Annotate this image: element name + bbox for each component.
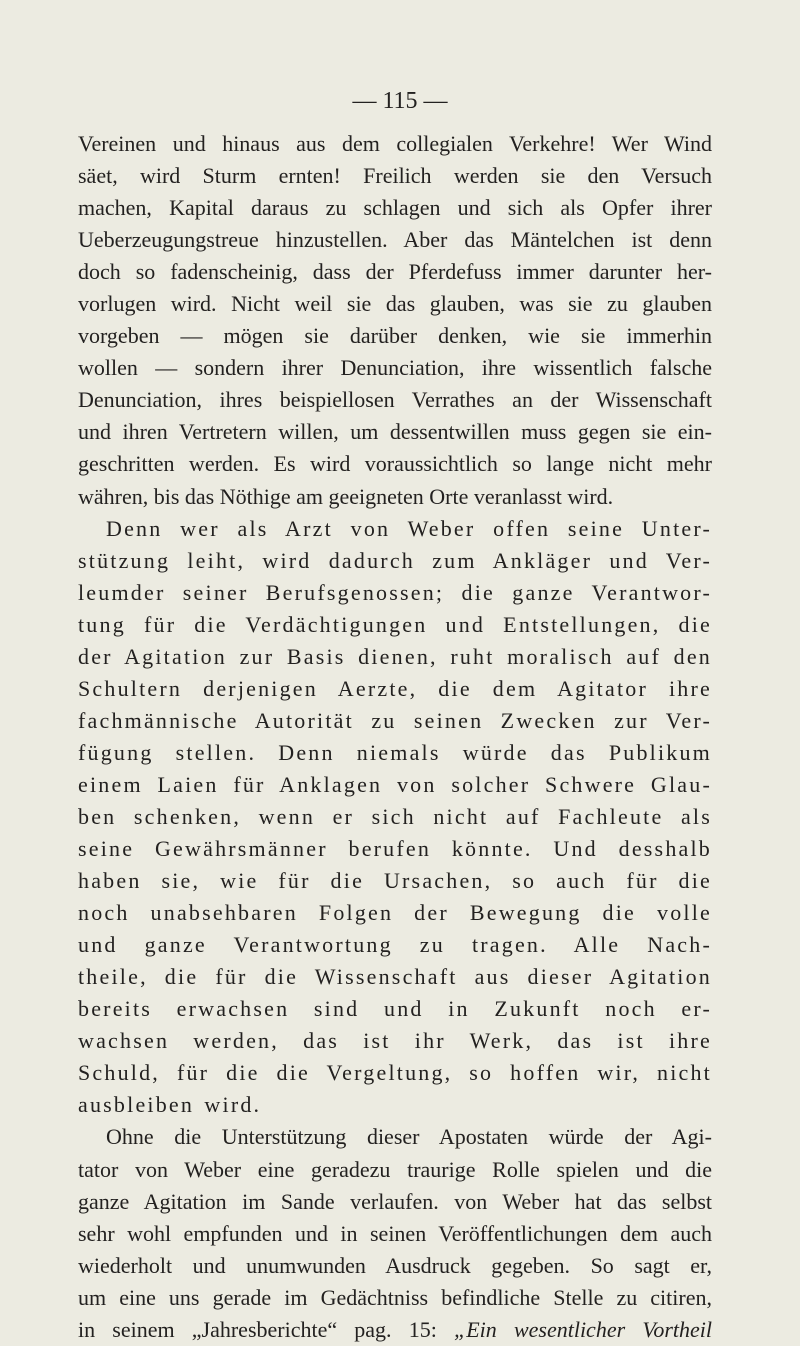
text-line: Denunciation, ihres beispiellosen Verrathes an der Wissenschaft: [78, 387, 712, 413]
final-line-italic: „Ein wesentlicher Vortheil: [454, 1316, 712, 1342]
paragraph-1: [78, 128, 712, 513]
text-line: und ihren Vertretern willen, um dessentwillen muss gegen sie ein-: [78, 419, 712, 445]
text-line: Schultern derjenigen Aerzte, die dem Agitator ihre: [78, 675, 712, 701]
text-line: säet, wird Sturm ernten! Freilich werden sie den Versuch: [78, 163, 712, 189]
text-line: tator von Weber eine geradezu traurige Rolle spielen und die: [78, 1156, 712, 1182]
text-line: Denn wer als Arzt von Weber offen seine Unter-: [106, 515, 712, 541]
paragraph-3: [78, 1121, 712, 1345]
text-line: bereits erwachsen sind und in Zukunft noch er-: [78, 996, 712, 1022]
text-line: Vereinen und hinaus aus dem collegialen Verkehre! Wer Wind: [78, 131, 712, 156]
text-line: und ganze Verantwortung zu tragen. Alle Nach-: [78, 932, 712, 958]
text-line: doch so fadenscheinig, dass der Pferdefuss immer darunter her-: [78, 259, 712, 285]
final-line-roman: in seinem „Jahresberichte“ pag. 15:: [78, 1316, 454, 1342]
text-line: theile, die für die Wissenschaft aus dieser Agitation: [78, 964, 712, 990]
text-line: um eine uns gerade im Gedächtniss befindliche Stelle zu citiren,: [78, 1284, 712, 1310]
text-line: wollen — sondern ihrer Denunciation, ihre wissentlich falsche: [78, 355, 712, 381]
text-line: stützung leiht, wird dadurch zum Ankläger und Ver-: [78, 547, 712, 573]
text-line: ganze Agitation im Sande verlaufen. von Weber hat das selbst: [78, 1188, 712, 1214]
text-line: währen, bis das Nöthige am geeigneten Orte veranlasst wird.: [78, 483, 614, 509]
text-line: seine Gewährsmänner berufen könnte. Und desshalb: [78, 836, 712, 862]
text-line: Ohne die Unterstützung dieser Apostaten würde der Agi-: [106, 1124, 712, 1150]
text-line: fachmännische Autorität zu seinen Zwecken zur Ver-: [78, 707, 712, 733]
text-line: wiederholt und unumwunden Ausdruck gegeben. So sagt er,: [78, 1252, 712, 1278]
text-line: Schuld, für die die Vergeltung, so hoffen wir, nicht: [78, 1060, 712, 1086]
text-line: noch unabsehbaren Folgen der Bewegung die volle: [78, 900, 712, 926]
text-line: wachsen werden, das ist ihr Werk, das ist ihre: [78, 1028, 712, 1054]
page-number: — 115 —: [352, 88, 448, 114]
text-line: vorlugen wird. Nicht weil sie das glauben, was sie zu glauben: [78, 291, 712, 317]
text-line: der Agitation zur Basis dienen, ruht moralisch auf den: [78, 643, 712, 669]
text-line: vorgeben — mögen sie darüber denken, wie sie immerhin: [78, 323, 712, 349]
text-line: tung für die Verdächtigungen und Entstellungen, die: [78, 611, 712, 637]
text-line: geschritten werden. Es wird voraussichtlich so lange nicht mehr: [78, 451, 712, 477]
text-line: Ueberzeugungstreue hinzustellen. Aber das Mäntelchen ist denn: [78, 227, 712, 253]
text-line: einem Laien für Anklagen von solcher Schwere Glau-: [78, 771, 712, 797]
text-line: ausbleiben wird.: [78, 1092, 262, 1118]
text-line: ben schenken, wenn er sich nicht auf Fachleute als: [78, 803, 712, 829]
body-text: [78, 128, 712, 1346]
text-line: sehr wohl empfunden und in seinen Veröffentlichungen dem auch: [78, 1220, 712, 1246]
text-line: leumder seiner Berufsgenossen; die ganze Verantwor-: [78, 579, 712, 605]
text-line: fügung stellen. Denn niemals würde das Publikum: [78, 739, 712, 765]
text-line: machen, Kapital daraus zu schlagen und sich als Opfer ihrer: [78, 195, 712, 221]
paragraph-2-spaced: [78, 513, 712, 1122]
text-line: haben sie, wie für die Ursachen, so auch für die: [78, 868, 712, 894]
